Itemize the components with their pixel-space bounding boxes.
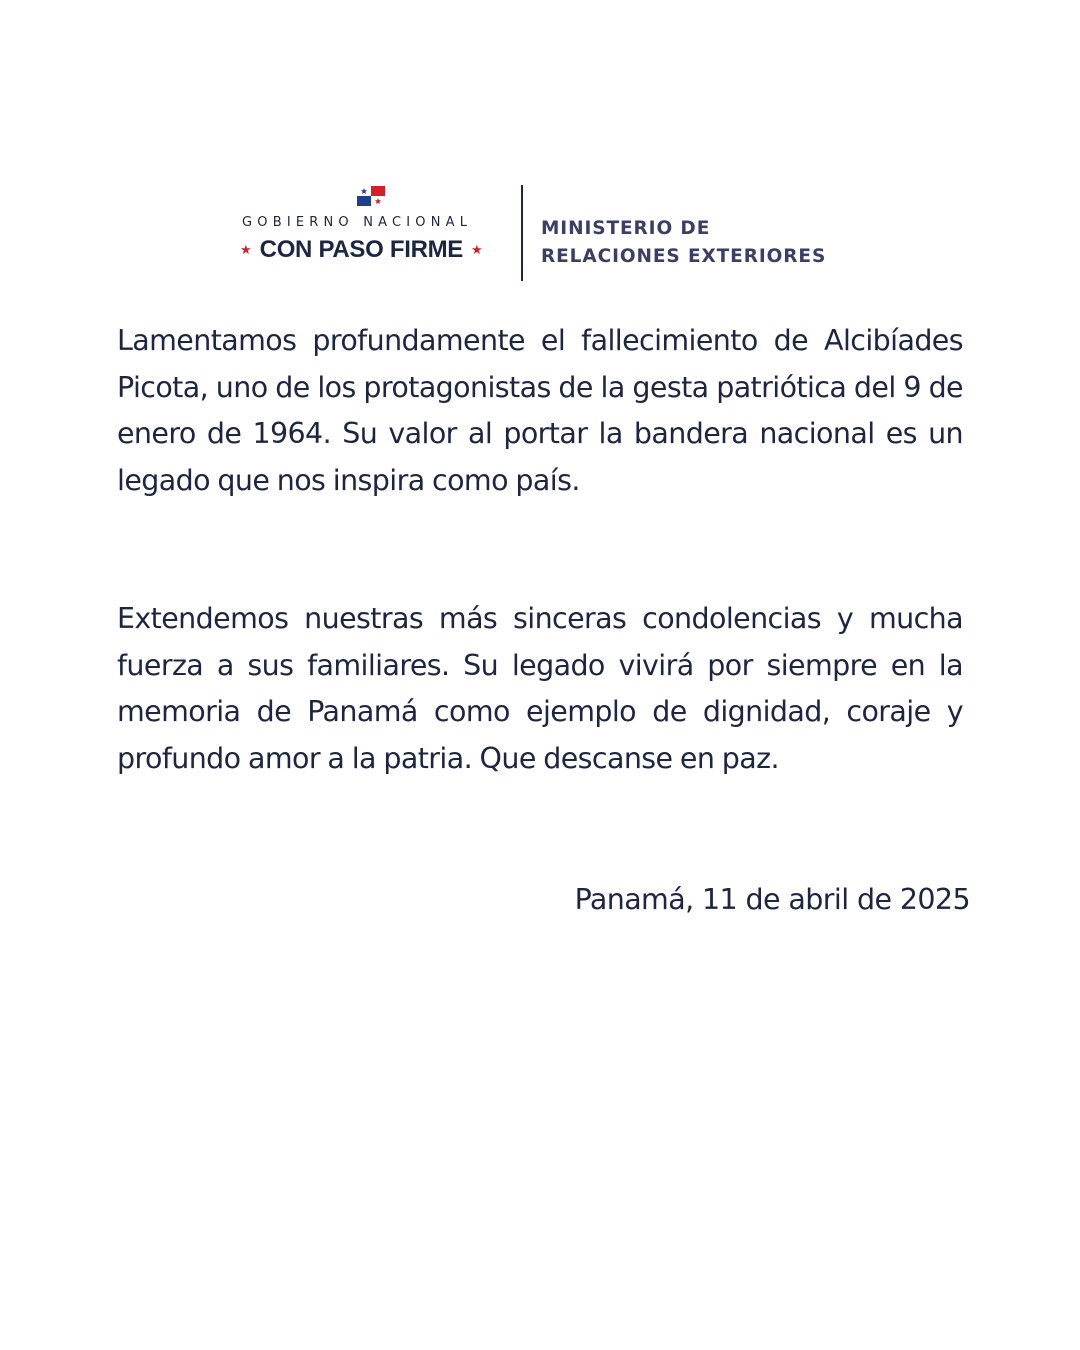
letterhead <box>238 183 858 283</box>
slogan-row <box>240 235 483 265</box>
panama-flag-icon <box>357 186 385 206</box>
statement-paragraph-2: Extendemos nuestras más sinceras condolencias y mucha fuerza a sus familiares. Su legado vivirá por siempre en la memoria de Panamá como ejemplo de dignidad, coraje y profundo amor a la patria. Que descanse en paz. <box>117 602 963 775</box>
star-right-icon: ★ <box>471 242 483 258</box>
ministry-line-1: MINISTERIO DE <box>541 218 711 239</box>
header-divider <box>521 185 523 281</box>
slogan-text: CON PASO FIRME <box>259 236 464 263</box>
statement-paragraph-1: Lamentamos profundamente el fallecimiento de Alcibíades Picota, uno de los protagonistas de la gesta patriótica del 9 de enero de 1964. Su valor al portar la bandera nacional es un legado que nos inspira como país. <box>117 324 963 497</box>
date-line: Panamá, 11 de abril de 2025 <box>574 883 970 916</box>
government-label: GOBIERNO NACIONAL <box>242 215 473 230</box>
star-left-icon: ★ <box>240 242 252 258</box>
ministry-name <box>541 215 826 271</box>
ministry-line-2: RELACIONES EXTERIORES <box>541 246 827 267</box>
